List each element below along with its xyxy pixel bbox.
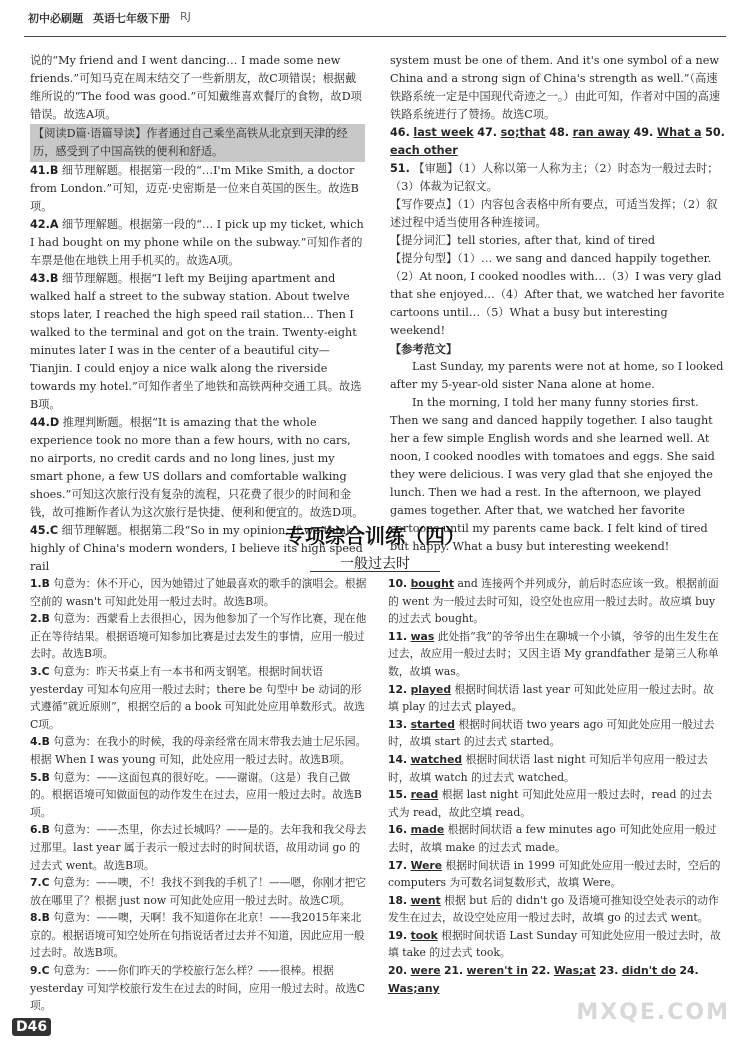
answer-item xyxy=(388,751,723,786)
answer-text: What a xyxy=(656,126,702,139)
item-explanation: 句意为：——杰里，你去过长城吗？——是的。去年我和我父母去过那里。last year 属于表示一般过去时的时间状语，故用动词 go 的过去式 went。故选B项。 xyxy=(30,823,367,872)
answer-text: Was;any xyxy=(388,981,440,995)
answer-item xyxy=(30,162,365,216)
item-number: 49. xyxy=(633,126,654,139)
answer-text: bought xyxy=(410,577,454,590)
item-explanation: and 连接两个并列成分，前后时态应该一致。根据前面的 went 为一般过去时可知，设空处也应用一般过去时。故应填 buy 的过去式 bought。 xyxy=(388,577,719,626)
section-subtitle: 一般过去时 xyxy=(340,556,410,572)
item-explanation: 句意为：休不开心，因为她错过了她最喜欢的歌手的演唱会。根据空前的 wasn't 可知此处用一般过去时。故选B项。 xyxy=(30,577,367,608)
item-number: 5.B xyxy=(30,770,50,784)
sample-essay-p1: Last Sunday, my parents were not at home, so I looked after my 5-year-old sister Nana alone at home. xyxy=(390,360,724,391)
answer-text: were xyxy=(410,964,441,978)
item-explanation: 根据时间状语 two years ago 可知此处应用一般过去时，故填 start 的过去式 started。 xyxy=(388,717,715,749)
exercise-answers-left xyxy=(30,575,368,1015)
header-rule xyxy=(24,36,726,37)
answer-item xyxy=(30,962,368,1015)
right-column xyxy=(390,52,725,556)
item-number: 43.B xyxy=(30,272,59,285)
exercise-answers-right-list xyxy=(388,575,723,962)
answer-item xyxy=(30,821,368,874)
item-explanation: 句意为：昨天书桌上有一本书和两支钢笔。根据时间状语 yesterday 可知本句应用一般过去时；there be 句型中 be 动词的形式遵循“就近原则”，根据空后的 a book 可知此处应用单数形式。故选C项。 xyxy=(30,664,365,731)
left-column xyxy=(30,52,365,576)
item-number: 24. xyxy=(679,964,699,978)
answer-text: Were xyxy=(410,858,443,872)
section-title: 专项综合训练（四） xyxy=(285,524,465,548)
item-number: 8.B xyxy=(30,911,50,925)
item-number: 2.B xyxy=(30,612,50,626)
item-number: 20. xyxy=(388,964,408,978)
item-number: 48. xyxy=(549,126,570,139)
answer-text: so;that xyxy=(500,126,546,139)
item-number: 50. xyxy=(705,126,725,139)
item-number: 1.B xyxy=(30,577,50,590)
item-explanation: 细节理解题。根据第二段“So in my opinion, if we think highly of China's modern wonders, I believe its high speed rail xyxy=(30,524,363,573)
item-explanation: 根据时间状语 a few minutes ago 可知此处应用一般过去时，故填 make 的过去式 made。 xyxy=(388,823,717,854)
answer-item xyxy=(30,909,368,962)
answer-item xyxy=(30,216,365,270)
writing-review: 51. 【审题】（1）人称以第一人称为主；（2）时态为一般过去时；（3）体裁为记叙文。 xyxy=(390,162,719,193)
item-number: 6.B xyxy=(30,823,50,837)
item-number: 45.C xyxy=(30,524,59,537)
answer-item xyxy=(388,927,723,962)
item-number: 9.C xyxy=(30,964,50,978)
item-explanation: 根据 last night 可知此处应用一般过去时，read 的过去式为 read，故此空填 read。 xyxy=(388,788,713,819)
writing-vocab: 【提分词汇】tell stories, after that, kind of tired xyxy=(390,234,656,247)
item-explanation: 句意为：在我小的时候，我的母亲经常在周末带我去迪士尼乐园。根据 When I was young 可知，此处应用一般过去时。故选B项。 xyxy=(30,735,367,766)
item-number: 47. xyxy=(477,126,498,139)
item-explanation: 根据 but 后的 didn't go 及语境可推知设空处表示的动作发生在过去，故设空处应用一般过去时，故填 go 的过去式 went。 xyxy=(388,893,719,925)
answer-text: was xyxy=(410,629,435,643)
answer-item xyxy=(30,733,368,768)
item-number: 16. xyxy=(388,823,408,837)
item-number: 18. xyxy=(388,893,408,907)
item-explanation: 推理判断题。根据“It is amazing that the whole experience took no more than a few hours, with no cars, no airports, no credit cards and no long lines, just my smart phone, a few US dollars and comfortable walking shoes.”可知这次旅行没有复杂的流程，只花费了很少的时间和金钱，故可推断作者认为这次旅行是快捷、便利和便宜的。故选D项。 xyxy=(30,416,364,519)
answer-text: took xyxy=(410,928,438,942)
item-number: 42.A xyxy=(30,218,59,231)
reading-guide: 【阅读D篇·语篇导读】作者通过自己乘坐高铁从北京到天津的经历，感受到了中国高铁的便利和舒适。 xyxy=(30,124,365,162)
item-number: 17. xyxy=(388,858,408,872)
item-number: 15. xyxy=(388,788,408,802)
item-number: 11. xyxy=(388,629,408,643)
item-explanation: 句意为：——这面包真的很好吃。——谢谢。（这是）我自己做的。根据语境可知做面包的动作发生在过去，应用一般过去时。故选B项。 xyxy=(30,770,362,819)
continued-paragraph-right: system must be one of them. And it's one symbol of a new China and a strong sign of China's strength as well.”（高速铁路系统一定是中国现代奇迹之一。）由此可知，作者对中国的高速铁路系统进行了赞扬。故选C项。 xyxy=(390,54,721,121)
book-title: 英语七年级下册 xyxy=(93,12,170,25)
answer-text: last week xyxy=(413,126,474,139)
answer-item xyxy=(388,892,723,927)
answer-text: didn't do xyxy=(621,964,677,978)
watermark: MXQE.COM xyxy=(576,1000,730,1025)
answer-text: made xyxy=(410,823,445,837)
item-number: 7.C xyxy=(30,876,50,890)
answer-item xyxy=(30,663,368,733)
answer-item xyxy=(388,786,723,821)
answer-item xyxy=(388,575,723,628)
item-explanation: 根据时间状语 Last Sunday 可知此处应用一般过去时，故填 take 的过去式 took。 xyxy=(388,928,721,960)
item-explanation: 细节理解题。根据“I left my Beijing apartment and walked half a street to the subway station. About twelve stops later, I reached the high speed rail station… Then I walked to the terminal and got on the train. Twenty-eight minutes later I was in the center of a beautiful city—Tianjin. I could enjoy a nice walk along the riverside towards my hotel.”可知作者坐了地铁和高铁两种交通工具。故选B项。 xyxy=(30,272,362,411)
item-explanation: 句意为：——噢，天啊！我不知道你在北京！——我2015年来北京的。根据语境可知空处所在句指说话者过去并不知道，因此应用一般过去时。故选B项。 xyxy=(30,911,365,960)
answer-item xyxy=(30,575,368,610)
answer-item xyxy=(388,681,723,716)
item-explanation: 细节理解题。根据第一段的“…I'm Mike Smith, a doctor from London.”可知，迈克·史密斯是一位来自英国的医生。故选B项。 xyxy=(30,164,359,213)
item-number: 19. xyxy=(388,928,408,942)
item-explanation: 根据时间状语 in 1999 可知此处应用一般过去时，空后的 computers 为可数名词复数形式，故填 Were。 xyxy=(388,858,721,890)
subtitle-rule xyxy=(310,571,440,572)
item-number: 4.B xyxy=(30,735,50,749)
exercise-answers-right xyxy=(388,575,723,997)
item-number: 14. xyxy=(388,752,408,766)
answer-text: started xyxy=(410,717,455,731)
answer-text: each other xyxy=(390,144,458,157)
item-number: 41.B xyxy=(30,164,59,177)
sample-essay-label: 【参考范文】 xyxy=(390,342,458,356)
answer-text: read xyxy=(410,788,439,802)
item-explanation: 句意为：——噢，不！我找不到我的手机了！——嗯，你刚才把它放在哪里了？根据 just now 可知此处应用一般过去时。故选C项。 xyxy=(30,876,367,907)
answer-item xyxy=(30,769,368,822)
item-number: 3.C xyxy=(30,664,50,678)
item-explanation: 根据时间状语 last night 可知后半句应用一般过去时，故填 watch 的过去式 watched。 xyxy=(388,752,708,784)
edition-label: RJ xyxy=(180,10,191,23)
item-number: 21. xyxy=(443,964,464,978)
answer-item xyxy=(30,414,365,522)
item-explanation: 细节理解题。根据第一段的“… I pick up my ticket, which I had bought on my phone while on the subway.”可知作者的车票是他在地铁上用手机买的。故选A项。 xyxy=(30,218,364,267)
answer-text: weren't in xyxy=(466,964,528,978)
page-header xyxy=(28,10,191,26)
page-number: D46 xyxy=(12,1018,51,1036)
book-series: 初中必刷题 xyxy=(28,12,83,25)
item-number: 12. xyxy=(388,682,408,696)
writing-sentences: 【提分句型】（1）… we sang and danced happily together.（2）At noon, I cooked noodles with…（3）I was very glad that she enjoyed…（4）After that, we watched her favorite cartoons until…（5）What a busy but interesting weekend! xyxy=(390,252,725,337)
item-number: 22. xyxy=(531,964,551,978)
item-explanation: 此处指“我”的爷爷出生在聊城一个小镇，爷爷的出生发生在过去，故应用一般过去时；又因主语 My grandfather 是第三人称单数，故填 was。 xyxy=(388,629,719,678)
item-number: 23. xyxy=(599,964,619,978)
answer-item xyxy=(388,628,723,681)
answer-item xyxy=(388,716,723,751)
answer-text: Was;at xyxy=(553,964,596,978)
answer-text: played xyxy=(410,682,452,696)
fill-answers-20-24 xyxy=(388,962,723,997)
item-number: 44.D xyxy=(30,416,60,429)
item-number: 13. xyxy=(388,717,408,731)
item-number: 10. xyxy=(388,577,408,590)
answer-item xyxy=(388,821,723,856)
answer-text: went xyxy=(410,893,441,907)
answer-item xyxy=(388,857,723,892)
fill-answers-46-50 xyxy=(390,124,725,160)
answer-text: watched xyxy=(410,752,463,766)
answer-item xyxy=(30,874,368,909)
item-number: 51. xyxy=(390,162,410,175)
item-explanation: 根据时间状语 last year 可知此处应用一般过去时。故填 play 的过去式 played。 xyxy=(388,682,714,714)
reading-answers xyxy=(30,162,365,576)
writing-points: 【写作要点】（1）内容包含表格中所有要点，可适当发挥；（2）叙述过程中适当使用各种连接词。 xyxy=(390,198,718,229)
answer-item xyxy=(30,270,365,414)
continued-paragraph: 说的“My friend and I went dancing… I made some new friends.”可知马克在周末结交了一些新朋友，故C项错误；根据戴维所说的“The food was good.”可知戴维喜欢餐厅的食物，故D项错误。故选A项。 xyxy=(30,54,362,121)
answer-text: ran away xyxy=(572,126,630,139)
item-explanation: 句意为：西蒙看上去很担心，因为他参加了一个写作比赛，现在他正在等待结果。根据语境可知参加比赛是过去发生的事情，应用一般过去时。故选B项。 xyxy=(30,612,367,661)
item-number: 46. xyxy=(390,126,410,139)
sample-essay-p2: In the morning, I told her many funny stories first. Then we sang and danced happily together. I also taught her a few simple English words and she learned well. At noon, I cooked noodles with tomatoes and eggs. She said they were delicious. I was very glad that she enjoyed the lunch. Then we had a rest. In the afternoon, we played games together. After that, we watched her favorite cartoons until my parents came back. I felt kind of tired but happy. What a busy but interesting weekend! xyxy=(390,396,715,553)
item-explanation: 句意为：——你们昨天的学校旅行怎么样？——很棒。根据 yesterday 可知学校旅行发生在过去的时间，应用一般过去时。故选C项。 xyxy=(30,964,365,1013)
answer-item xyxy=(30,610,368,663)
